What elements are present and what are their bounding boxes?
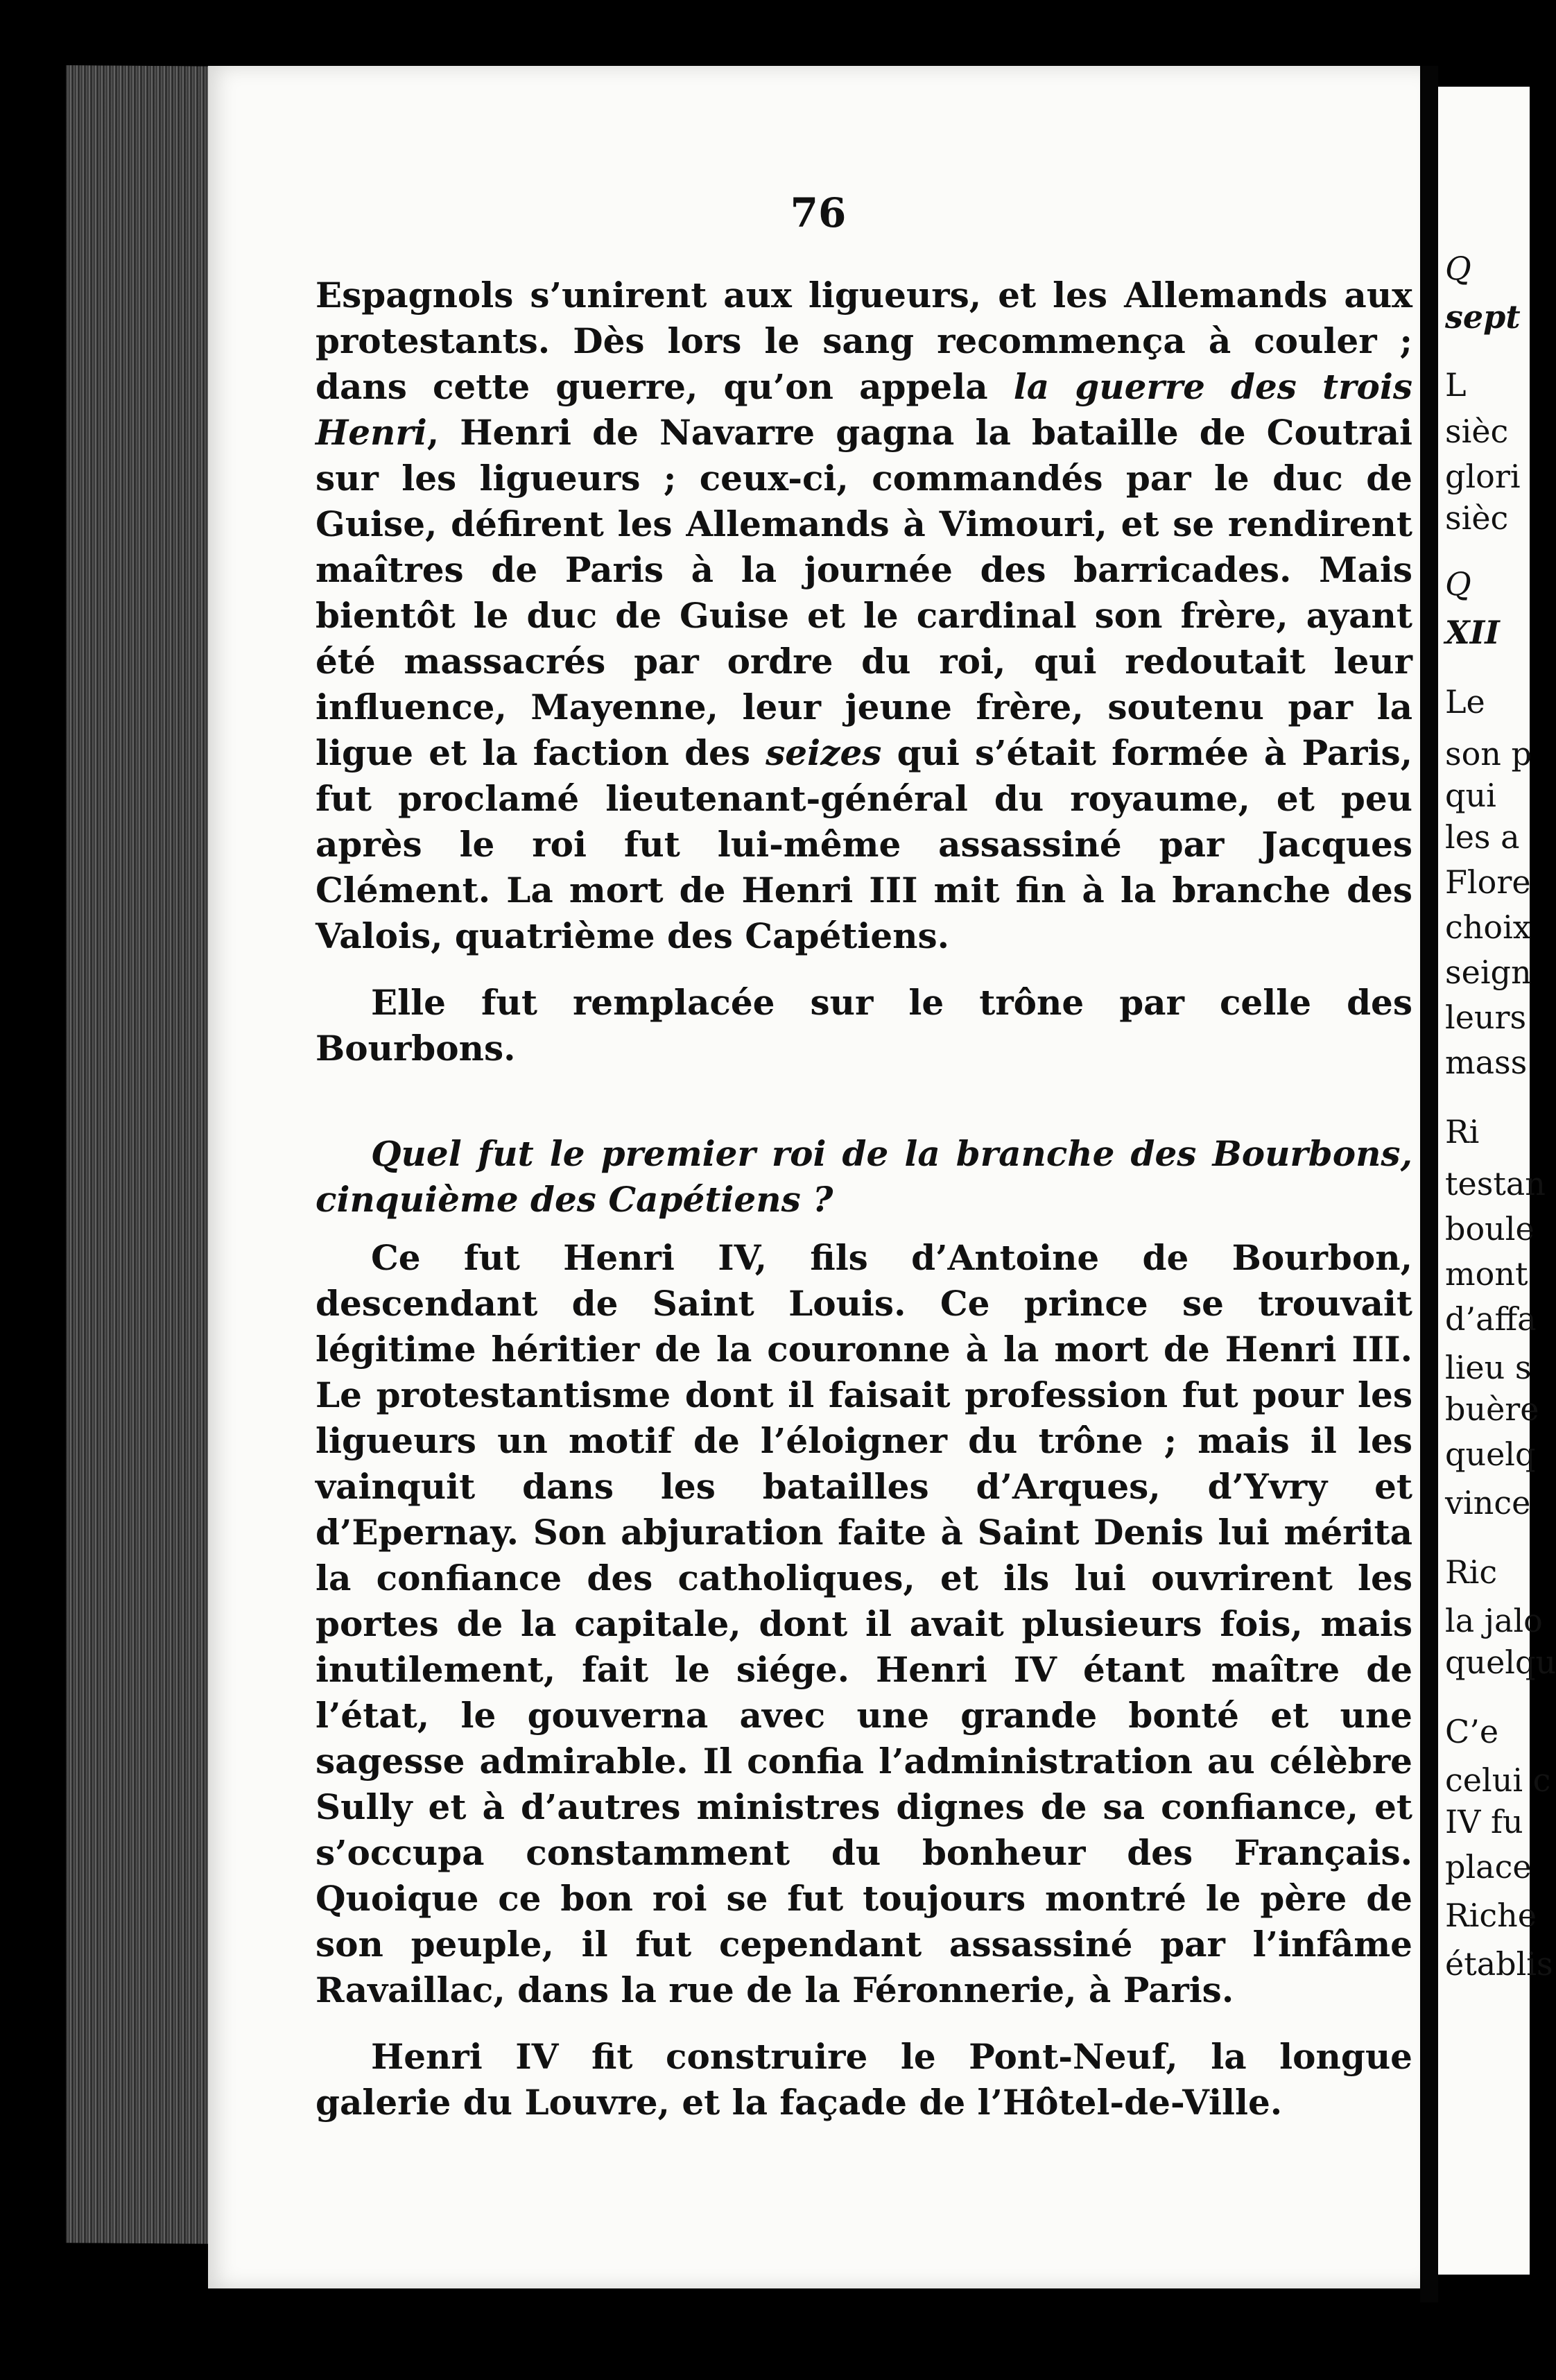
facing-page-line: mass — [1445, 1044, 1528, 1081]
binding-gutter — [1420, 66, 1438, 2302]
facing-page — [1438, 87, 1556, 2275]
facing-page-line: Flore — [1445, 863, 1531, 901]
facing-page-line: Riche — [1445, 1897, 1537, 1934]
facing-page-line: sept — [1445, 298, 1521, 336]
paragraph-1 — [315, 273, 1412, 959]
facing-page-line: Q — [1445, 565, 1471, 603]
question-heading: Quel fut le premier roi de la branche des Bourbons, cinquième des Capétiens ? — [315, 1133, 1412, 1220]
body-text — [315, 273, 1412, 2125]
facing-page-line: d’affa — [1445, 1300, 1537, 1338]
facing-page-line: L — [1445, 366, 1467, 404]
facing-page-line: boule — [1445, 1210, 1535, 1248]
facing-page-line: C’e — [1445, 1713, 1499, 1750]
facing-page-line: Le — [1445, 683, 1485, 721]
facing-page-line: Ric — [1445, 1553, 1498, 1591]
paragraph-1-emphasis-seizes: seizes — [766, 732, 882, 773]
page-edge-stack — [66, 65, 232, 2244]
facing-page-line: les a — [1445, 818, 1520, 856]
paragraph-4: Henri IV fit construire le Pont-Neuf, la longue galerie du Louvre, et la façade de l’Hôtel-de-Ville. — [315, 2036, 1412, 2123]
facing-page-line: buère — [1445, 1390, 1539, 1428]
facing-page-line: quelqu — [1445, 1644, 1556, 1681]
main-page — [208, 66, 1428, 2288]
facing-page-line: seign — [1445, 954, 1532, 991]
facing-page-line: sièc — [1445, 499, 1509, 537]
paragraph-1-text-a: Espagnols s’unirent aux ligueurs, et les Allemands aux protestants. Dès lors le sang recommença à couler ; dans cette guerre, qu’on appela — [315, 275, 1412, 407]
facing-page-line: quelq — [1445, 1435, 1536, 1473]
facing-page-line: XII — [1445, 614, 1500, 651]
facing-page-line: IV fu — [1445, 1803, 1523, 1840]
facing-page-line: place — [1445, 1848, 1532, 1886]
facing-page-line: leurs — [1445, 999, 1527, 1036]
facing-page-line: son p — [1445, 735, 1532, 773]
paragraph-3: Ce fut Henri IV, fils d’Antoine de Bourbon, descendant de Saint Louis. Ce prince se trouvait légitime héritier de la couronne à la mort de Henri III. Le protestantisme dont il faisait profession fut pour les ligueurs un motif de l’éloigner du trône ; mais il les vainquit dans les batailles d’Arques, d’Yvry et d’Epernay. Son abjuration faite à Saint Denis lui mérita la confiance des catholiques, et ils lui ouvrirent les portes de la capitale, dont il avait plusieurs fois, mais inutilement, fait le siége. Henri IV étant maître de l’état, le gouverna avec une grande bonté et une sagesse admirable. Il confia l’administration au célèbre Sully et à d’autres ministres dignes de sa confiance, et s’occupa constamment du bonheur des Français. Quoique ce bon roi se fut toujours montré le père de son peuple, il fut cependant assassiné par l’infâme Ravaillac, dans la rue de la Féronnerie, à Paris. — [315, 1237, 1412, 2010]
facing-page-line: qui — [1445, 777, 1496, 814]
facing-page-line: celui c — [1445, 1761, 1551, 1799]
paragraph-1-emphasis-war: la guerre des trois Henri — [315, 366, 1412, 453]
facing-page-line: vince — [1445, 1484, 1531, 1521]
facing-page-line: Q — [1445, 250, 1471, 287]
facing-page-line: la jalo — [1445, 1602, 1543, 1639]
facing-page-line: choix — [1445, 908, 1531, 946]
facing-page-line: établis — [1445, 1945, 1553, 1983]
facing-page-line: glori — [1445, 458, 1521, 495]
facing-page-line: lieu s — [1445, 1349, 1532, 1386]
facing-page-line: testan — [1445, 1165, 1546, 1202]
paragraph-2: Elle fut remplacée sur le trône par celle des Bourbons. — [315, 982, 1412, 1069]
facing-page-line: mont — [1445, 1255, 1528, 1293]
paragraph-1-text-b: , Henri de Navarre gagna la bataille de Coutrai sur les ligueurs ; ceux-ci, commandés par le duc de Guise, défirent les Allemands à Vimouri, et se rendirent maîtres de Paris à la journée des barricades. Mais bientôt le duc de Guise et le cardinal son frère, ayant été massacrés par ordre du roi, qui redoutait leur influence, Mayenne, leur jeune frère, soutenu par la ligue et la faction des — [315, 412, 1412, 773]
facing-page-line: Ri — [1445, 1113, 1480, 1150]
paragraph-1-text-c: qui s’était formée à Paris, fut proclamé lieutenant-général du royaume, et peu après le roi fut lui-même assassiné par Jacques Clément. La mort de Henri III mit fin à la branche des Valois, quatrième des Capétiens. — [315, 732, 1413, 956]
page-number: 76 — [790, 189, 847, 236]
facing-page-line: sièc — [1445, 413, 1509, 450]
